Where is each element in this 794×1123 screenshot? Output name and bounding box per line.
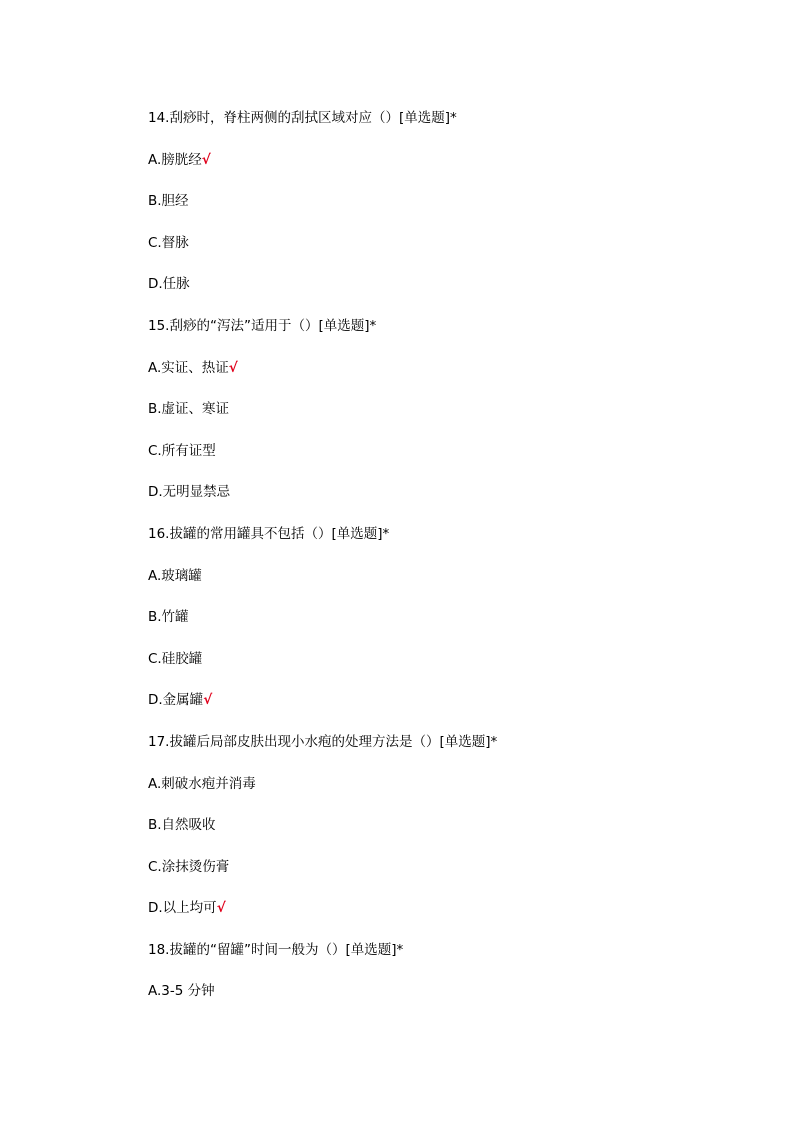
question-17-option-b: [148, 815, 748, 857]
option-text: A.刺破水疱并消毒: [148, 775, 256, 792]
option-text: A.玻璃罐: [148, 567, 202, 584]
correct-check-mark: √: [228, 359, 238, 376]
option-text: C.所有证型: [148, 442, 216, 459]
option-text: C.硅胶罐: [148, 650, 203, 667]
option-text: B.自然吸收: [148, 817, 216, 834]
option-text: B.竹罐: [148, 609, 189, 626]
option-text: A.实证、热证: [148, 359, 229, 376]
question-15-option-a: [148, 358, 748, 400]
question-15-option-b: [148, 399, 748, 441]
option-text: C.督脉: [148, 234, 189, 251]
question-15-stem: 15.刮痧的“泻法”适用于（）[单选题]*: [148, 317, 377, 334]
question-14-option-b: [148, 191, 748, 233]
correct-check-mark: √: [216, 900, 226, 917]
correct-check-mark: √: [203, 692, 213, 709]
option-text: A.膀胱经: [148, 151, 202, 168]
option-text: D.任脉: [148, 276, 190, 293]
option-text: D.无明显禁忌: [148, 484, 231, 501]
document-body: [148, 108, 748, 1023]
option-text: B.胆经: [148, 193, 189, 210]
question-18-option-a: [148, 981, 748, 1023]
correct-check-mark: √: [201, 151, 211, 168]
question-17-option-a: [148, 774, 748, 816]
question-16-option-b: [148, 607, 748, 649]
question-14-option-a: [148, 150, 748, 192]
question-16-option-a: [148, 566, 748, 608]
question-18-stem: 18.拔罐的“留罐”时间一般为（）[单选题]*: [148, 941, 404, 958]
question-17-stem: 17.拔罐后局部皮肤出现小水疱的处理方法是（）[单选题]*: [148, 733, 498, 750]
question-16-option-c: [148, 649, 748, 691]
option-text: D.以上均可: [148, 900, 217, 917]
option-text: B.虚证、寒证: [148, 401, 230, 418]
question-14-option-d: [148, 274, 748, 316]
question-15-option-c: [148, 441, 748, 483]
question-16-option-d: [148, 690, 748, 732]
question-16-stem: 16.拔罐的常用罐具不包括（）[单选题]*: [148, 525, 390, 542]
question-17-option-d: [148, 898, 748, 940]
question-15-option-d: [148, 482, 748, 524]
option-text: D.金属罐: [148, 692, 204, 709]
question-14-option-c: [148, 233, 748, 275]
question-17-option-c: [148, 857, 748, 899]
option-text: C.涂抹烫伤膏: [148, 858, 230, 875]
option-text: A.3-5 分钟: [148, 983, 215, 1000]
question-14-stem: 14.刮痧时，脊柱两侧的刮拭区域对应（）[单选题]*: [148, 110, 457, 126]
